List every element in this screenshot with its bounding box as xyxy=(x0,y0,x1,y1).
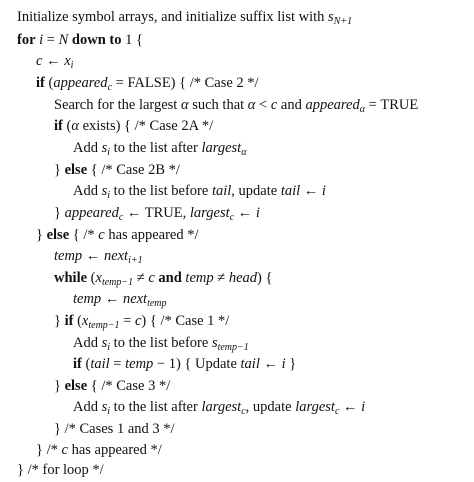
line-add-after-largest-alpha: Add $s_i$ to the list after largest$_\alpha$ xyxy=(73,140,247,158)
line-else-case3: } else { /* Case 3 */ xyxy=(54,378,171,394)
line-while: while ($x_{temp-1} \ne c$ and temp ≠ head) { xyxy=(54,270,273,288)
line-temp-init: temp ← next$_{i+1}$ xyxy=(54,248,143,266)
line-add-before-s: Add $s_i$ to the list before $s_{temp-1}$ xyxy=(73,335,249,353)
line-init: Initialize symbol arrays, and initialize suffix list with $s_{N+1}$ xyxy=(17,9,353,27)
line-for: for i = N down to 1 { xyxy=(17,32,143,48)
line-end-else: } /* c has appeared */ xyxy=(36,442,162,458)
line-add-after-largest-c: Add $s_i$ to the list after largest$_c$, update largest$_c$ ← i xyxy=(73,399,366,417)
line-if-case2a: if (α exists) { /* Case 2A */ xyxy=(54,118,214,134)
line-if-case2: if (appeared$_c$ = FALSE) { /* Case 2 */ xyxy=(36,75,259,93)
line-assign-c: c ← $x_i$ xyxy=(36,53,74,71)
line-else-case2b: } else { /* Case 2B */ xyxy=(54,162,180,178)
line-add-before-tail: Add $s_i$ to the list before tail, update tail ← i xyxy=(73,183,326,201)
line-search: Search for the largest α such that α < c and appeared$_\alpha$ = TRUE xyxy=(54,97,419,115)
line-else-has-appeared: } else { /* c has appeared */ xyxy=(36,227,199,243)
line-set-appeared: } appeared$_c$ ← TRUE, largest$_c$ ← i xyxy=(54,205,260,223)
line-end-cases: } /* Cases 1 and 3 */ xyxy=(54,421,175,437)
line-temp-advance: temp ← next$_{temp}$ xyxy=(73,291,167,309)
line-if-case1: } if $(x_{temp-1} = c)$ { /* Case 1 */ xyxy=(54,313,230,331)
line-end-for: } /* for loop */ xyxy=(17,462,104,478)
line-if-update-tail: if (tail = temp − 1) { Update tail ← i } xyxy=(73,356,297,372)
